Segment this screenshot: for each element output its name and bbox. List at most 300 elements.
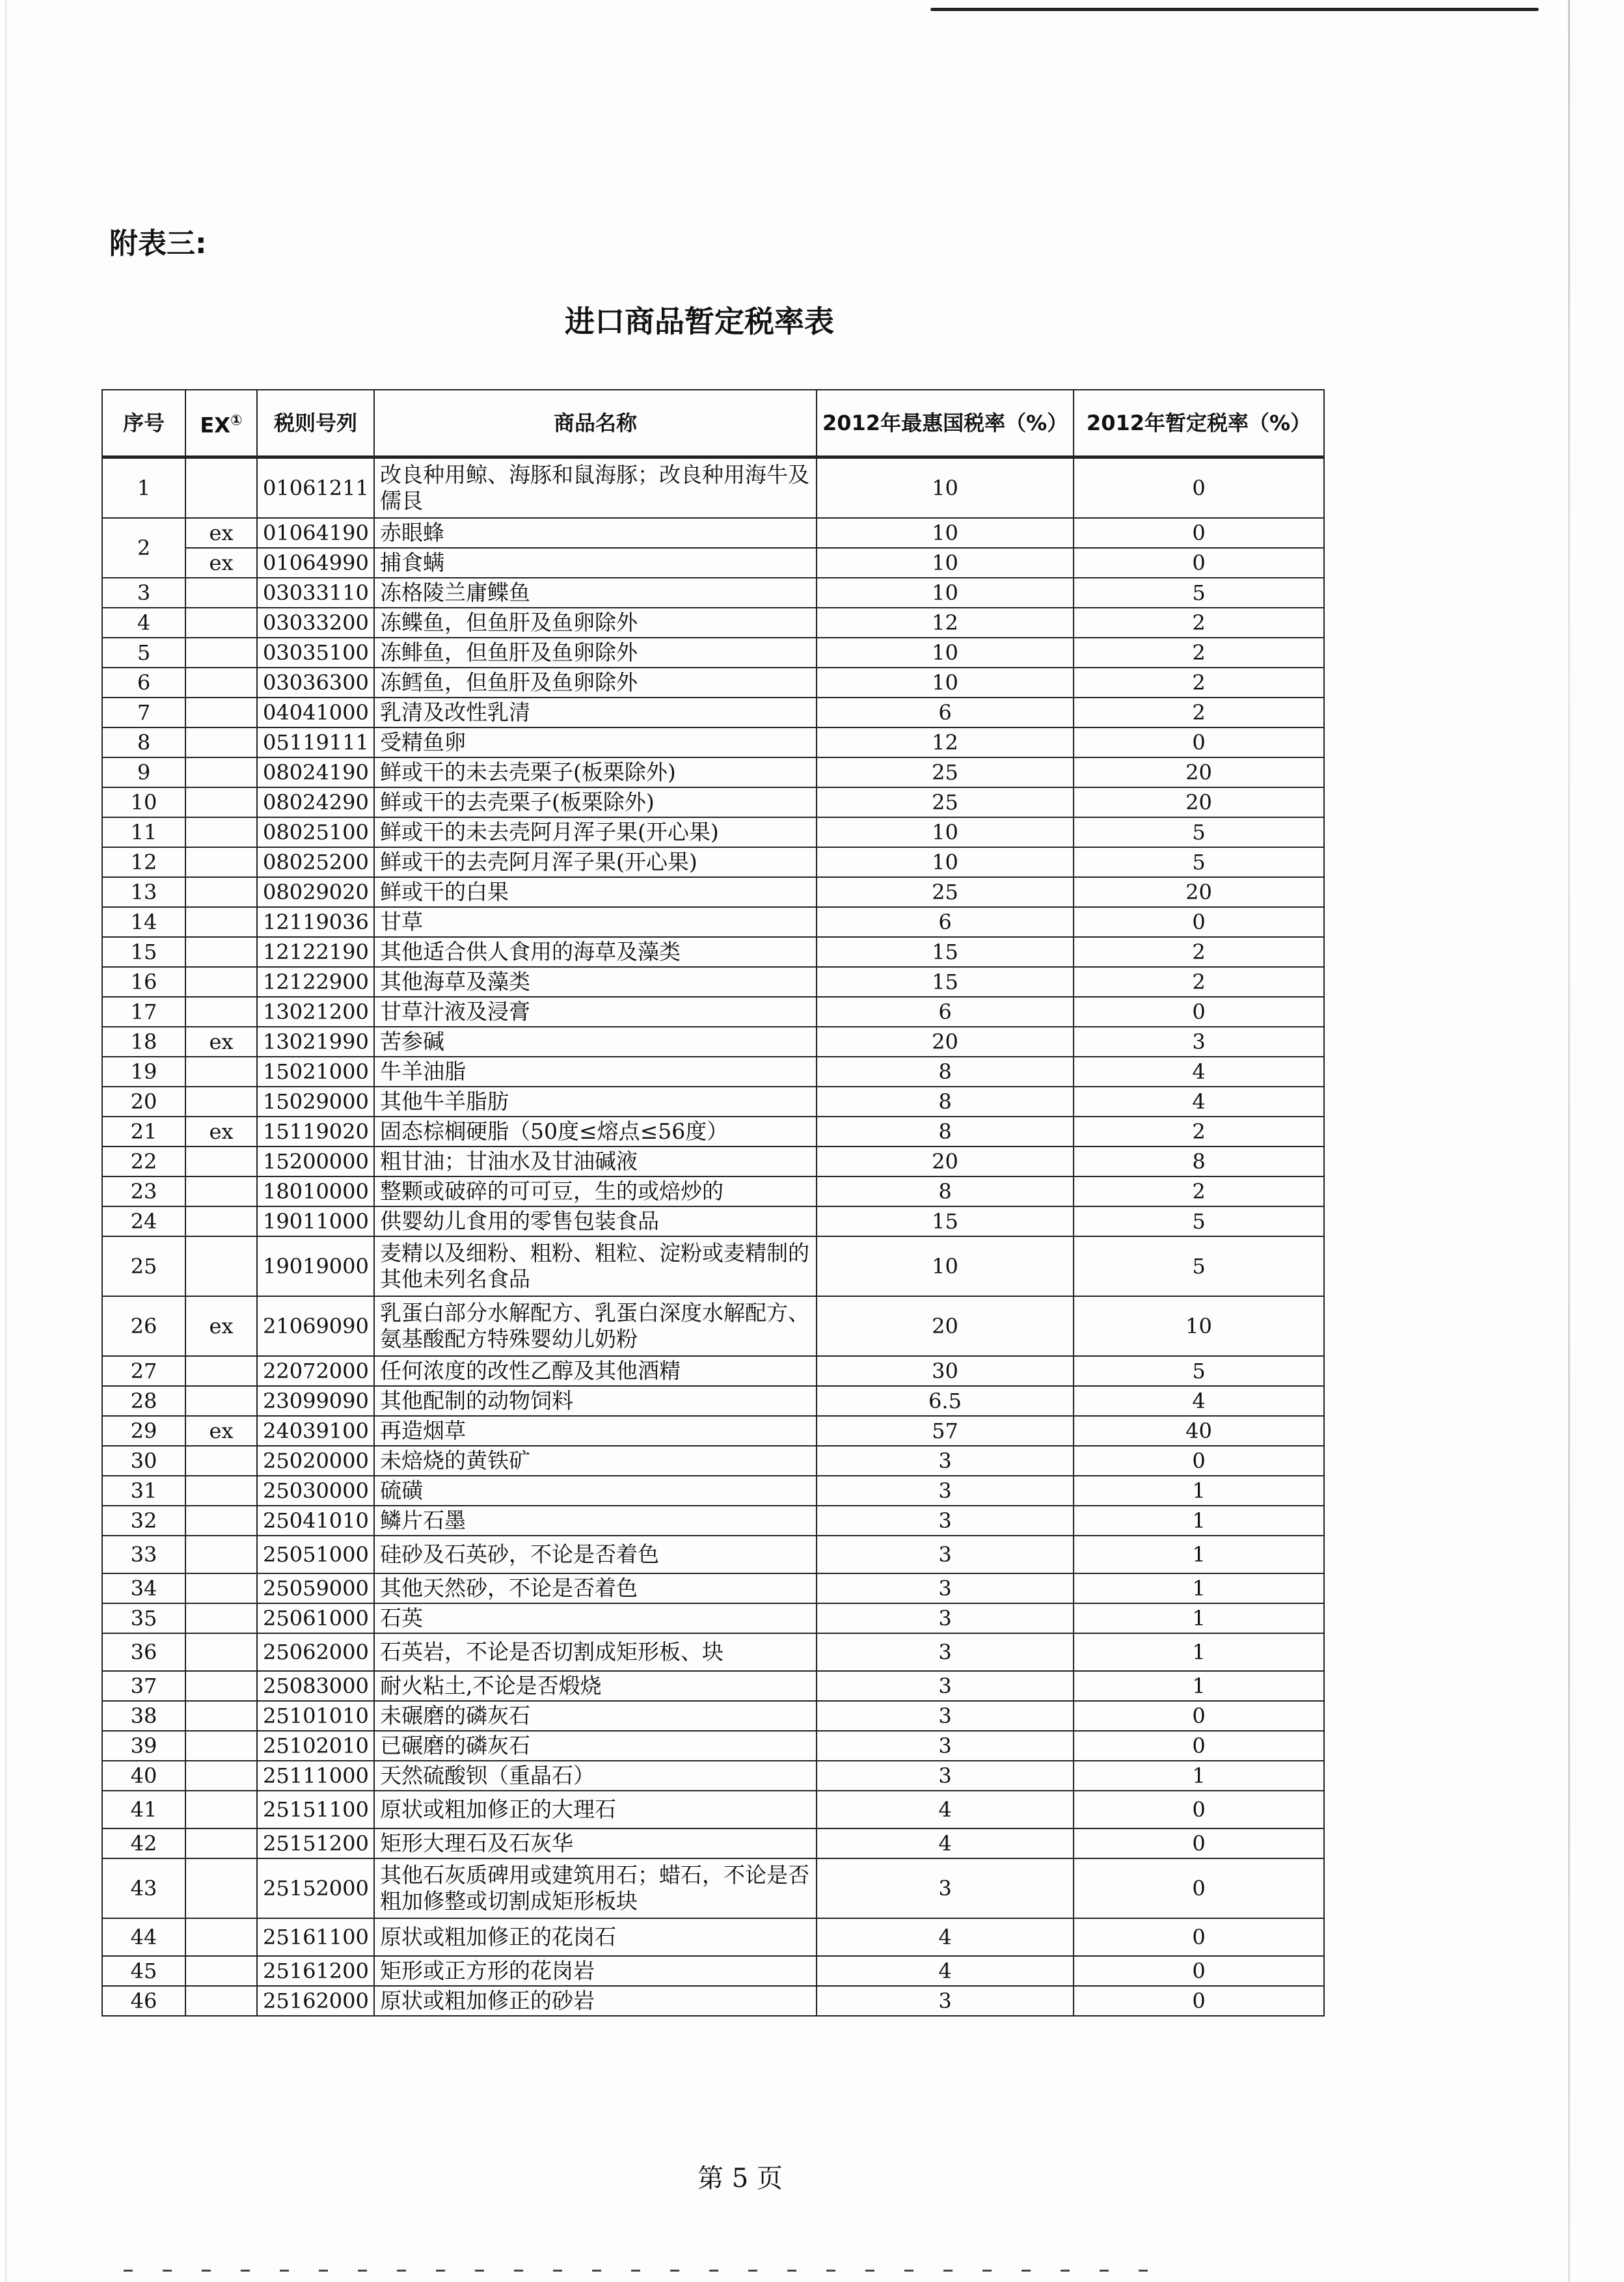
table-row	[102, 817, 1324, 847]
table-header-row	[102, 390, 1324, 457]
cell-code: 01064190	[257, 518, 374, 548]
cell-seq: 11	[102, 817, 185, 847]
cell-name: 甘草	[374, 907, 817, 937]
cell-mfn-rate: 4	[817, 1828, 1074, 1858]
cell-seq: 15	[102, 937, 185, 967]
cell-provisional-rate: 1	[1074, 1506, 1324, 1536]
table-row	[102, 1087, 1324, 1117]
cell-mfn-rate: 25	[817, 757, 1074, 787]
cell-mfn-rate: 20	[817, 1147, 1074, 1176]
cell-mfn-rate: 8	[817, 1057, 1074, 1087]
cell-provisional-rate: 20	[1074, 787, 1324, 817]
cell-provisional-rate: 0	[1074, 1446, 1324, 1476]
cell-ex	[185, 1858, 257, 1918]
cell-code: 25151100	[257, 1791, 374, 1828]
cell-code: 25051000	[257, 1536, 374, 1573]
cell-seq: 10	[102, 787, 185, 817]
cell-ex	[185, 668, 257, 698]
cell-provisional-rate: 2	[1074, 698, 1324, 727]
cell-mfn-rate: 4	[817, 1918, 1074, 1956]
table-row	[102, 1573, 1324, 1603]
table-row	[102, 1731, 1324, 1761]
cell-name: 已碾磨的磷灰石	[374, 1731, 817, 1761]
table-row	[102, 997, 1324, 1027]
page-title: 进口商品暂定税率表	[565, 304, 834, 339]
cell-code: 25162000	[257, 1986, 374, 2016]
cell-mfn-rate: 4	[817, 1791, 1074, 1828]
cell-provisional-rate: 0	[1074, 1791, 1324, 1828]
cell-seq: 22	[102, 1147, 185, 1176]
cell-provisional-rate: 0	[1074, 548, 1324, 578]
cell-mfn-rate: 30	[817, 1356, 1074, 1386]
table-row	[102, 877, 1324, 907]
cell-provisional-rate: 2	[1074, 638, 1324, 668]
cell-ex	[185, 1633, 257, 1671]
cell-ex	[185, 1986, 257, 2016]
cell-seq: 4	[102, 608, 185, 638]
cell-name: 捕食螨	[374, 548, 817, 578]
cell-name: 鲜或干的未去壳栗子(板栗除外)	[374, 757, 817, 787]
cell-provisional-rate: 0	[1074, 1956, 1324, 1986]
table-row	[102, 457, 1324, 519]
cell-seq: 41	[102, 1791, 185, 1828]
cell-seq: 29	[102, 1416, 185, 1446]
table-row	[102, 578, 1324, 608]
cell-provisional-rate: 4	[1074, 1057, 1324, 1087]
cell-seq: 26	[102, 1296, 185, 1356]
cell-provisional-rate: 40	[1074, 1416, 1324, 1446]
cell-seq: 12	[102, 847, 185, 877]
table-row	[102, 1236, 1324, 1296]
cell-name: 冻鳕鱼，但鱼肝及鱼卵除外	[374, 668, 817, 698]
cell-mfn-rate: 57	[817, 1416, 1074, 1446]
cell-mfn-rate: 3	[817, 1761, 1074, 1791]
cell-seq: 7	[102, 698, 185, 727]
cell-ex: ex	[185, 1117, 257, 1147]
cell-mfn-rate: 3	[817, 1446, 1074, 1476]
cell-code: 18010000	[257, 1176, 374, 1206]
cell-ex	[185, 1701, 257, 1731]
cell-ex	[185, 1506, 257, 1536]
cell-name: 供婴幼儿食用的零售包装食品	[374, 1206, 817, 1236]
cell-seq: 25	[102, 1236, 185, 1296]
cell-seq: 3	[102, 578, 185, 608]
cell-ex	[185, 967, 257, 997]
cell-ex	[185, 1828, 257, 1858]
cell-mfn-rate: 25	[817, 787, 1074, 817]
table-row	[102, 1603, 1324, 1633]
cell-name: 麦精以及细粉、粗粉、粗粒、淀粉或麦精制的其他未列名食品	[374, 1236, 817, 1296]
table-row	[102, 1761, 1324, 1791]
table-row	[102, 1506, 1324, 1536]
cell-seq: 43	[102, 1858, 185, 1918]
scan-edge-left	[5, 0, 7, 2282]
cell-seq: 6	[102, 668, 185, 698]
cell-seq: 9	[102, 757, 185, 787]
cell-name: 鲜或干的去壳栗子(板栗除外)	[374, 787, 817, 817]
cell-ex	[185, 757, 257, 787]
header-ex-label: EX	[200, 413, 230, 438]
cell-seq: 20	[102, 1087, 185, 1117]
cell-provisional-rate: 0	[1074, 907, 1324, 937]
cell-provisional-rate: 2	[1074, 668, 1324, 698]
cell-provisional-rate: 1	[1074, 1603, 1324, 1633]
cell-name: 硫磺	[374, 1476, 817, 1506]
cell-mfn-rate: 3	[817, 1858, 1074, 1918]
cell-name: 天然硫酸钡（重晶石）	[374, 1761, 817, 1791]
cell-ex	[185, 907, 257, 937]
appendix-label: 附表三:	[109, 227, 207, 260]
cell-name: 石英	[374, 1603, 817, 1633]
cell-code: 23099090	[257, 1386, 374, 1416]
cell-name: 受精鱼卵	[374, 727, 817, 757]
cell-ex	[185, 1918, 257, 1956]
table-row	[102, 1117, 1324, 1147]
cell-ex	[185, 1761, 257, 1791]
cell-code: 12119036	[257, 907, 374, 937]
cell-name: 改良种用鲸、海豚和鼠海豚；改良种用海牛及儒艮	[374, 457, 817, 519]
cell-mfn-rate: 15	[817, 1206, 1074, 1236]
cell-name: 未碾磨的磷灰石	[374, 1701, 817, 1731]
cell-provisional-rate: 1	[1074, 1761, 1324, 1791]
table-row	[102, 608, 1324, 638]
cell-code: 01064990	[257, 548, 374, 578]
cell-provisional-rate: 20	[1074, 757, 1324, 787]
cell-provisional-rate: 2	[1074, 1176, 1324, 1206]
cell-provisional-rate: 2	[1074, 608, 1324, 638]
cell-mfn-rate: 10	[817, 638, 1074, 668]
cell-code: 19011000	[257, 1206, 374, 1236]
cell-mfn-rate: 3	[817, 1986, 1074, 2016]
table-row	[102, 1956, 1324, 1986]
cell-ex	[185, 608, 257, 638]
cell-mfn-rate: 12	[817, 608, 1074, 638]
cell-mfn-rate: 3	[817, 1731, 1074, 1761]
table-row	[102, 727, 1324, 757]
cell-mfn-rate: 15	[817, 967, 1074, 997]
cell-name: 苦参碱	[374, 1027, 817, 1057]
table-row	[102, 1791, 1324, 1828]
cell-seq: 28	[102, 1386, 185, 1416]
cell-seq: 27	[102, 1356, 185, 1386]
cell-name: 鳞片石墨	[374, 1506, 817, 1536]
cell-ex	[185, 1731, 257, 1761]
header-ex-footnote: ①	[230, 412, 243, 429]
cell-seq: 37	[102, 1671, 185, 1701]
cell-seq: 35	[102, 1603, 185, 1633]
cell-name: 乳清及改性乳清	[374, 698, 817, 727]
cell-name: 未焙烧的黄铁矿	[374, 1446, 817, 1476]
cell-name: 其他石灰质碑用或建筑用石；蜡石，不论是否粗加修整或切割成矩形板块	[374, 1858, 817, 1918]
cell-seq: 44	[102, 1918, 185, 1956]
table-row	[102, 1476, 1324, 1506]
cell-provisional-rate: 0	[1074, 997, 1324, 1027]
cell-provisional-rate: 1	[1074, 1573, 1324, 1603]
cell-ex	[185, 638, 257, 668]
cell-code: 21069090	[257, 1296, 374, 1356]
cell-seq: 13	[102, 877, 185, 907]
cell-mfn-rate: 3	[817, 1701, 1074, 1731]
cell-provisional-rate: 1	[1074, 1536, 1324, 1573]
cell-provisional-rate: 5	[1074, 1206, 1324, 1236]
cell-seq: 16	[102, 967, 185, 997]
cell-provisional-rate: 4	[1074, 1386, 1324, 1416]
cell-code: 05119111	[257, 727, 374, 757]
cell-mfn-rate: 8	[817, 1176, 1074, 1206]
cell-ex	[185, 1356, 257, 1386]
cell-seq: 34	[102, 1573, 185, 1603]
cell-name: 原状或粗加修正的花岗石	[374, 1918, 817, 1956]
cell-ex	[185, 727, 257, 757]
cell-code: 25152000	[257, 1858, 374, 1918]
cell-ex	[185, 457, 257, 519]
cell-name: 赤眼蜂	[374, 518, 817, 548]
cell-provisional-rate: 0	[1074, 518, 1324, 548]
cell-ex	[185, 787, 257, 817]
cell-code: 25102010	[257, 1731, 374, 1761]
cell-code: 25111000	[257, 1761, 374, 1791]
header-mfn-rate: 2012年最惠国税率（%）	[817, 390, 1074, 457]
cell-ex: ex	[185, 1416, 257, 1446]
cell-name: 再造烟草	[374, 1416, 817, 1446]
cell-seq: 18	[102, 1027, 185, 1057]
header-code: 税则号列	[257, 390, 374, 457]
cell-seq: 21	[102, 1117, 185, 1147]
cell-provisional-rate: 1	[1074, 1476, 1324, 1506]
cell-name: 鲜或干的未去壳阿月浑子果(开心果)	[374, 817, 817, 847]
cell-code: 25161100	[257, 1918, 374, 1956]
cell-code: 25030000	[257, 1476, 374, 1506]
cell-provisional-rate: 10	[1074, 1296, 1324, 1356]
cell-mfn-rate: 8	[817, 1087, 1074, 1117]
cell-mfn-rate: 10	[817, 548, 1074, 578]
cell-mfn-rate: 10	[817, 847, 1074, 877]
table-row	[102, 1446, 1324, 1476]
cell-seq: 8	[102, 727, 185, 757]
table-row	[102, 1386, 1324, 1416]
cell-code: 25062000	[257, 1633, 374, 1671]
cell-ex	[185, 877, 257, 907]
table-row	[102, 1918, 1324, 1956]
cell-seq: 42	[102, 1828, 185, 1858]
cell-name: 石英岩，不论是否切割成矩形板、块	[374, 1633, 817, 1671]
cell-ex	[185, 1147, 257, 1176]
cell-provisional-rate: 3	[1074, 1027, 1324, 1057]
cell-name: 耐火粘土,不论是否煅烧	[374, 1671, 817, 1701]
cell-ex	[185, 1603, 257, 1633]
cell-code: 08025200	[257, 847, 374, 877]
cell-code: 01061211	[257, 457, 374, 519]
table-row	[102, 937, 1324, 967]
cell-mfn-rate: 15	[817, 937, 1074, 967]
cell-seq: 31	[102, 1476, 185, 1506]
cell-provisional-rate: 20	[1074, 877, 1324, 907]
header-name: 商品名称	[374, 390, 817, 457]
cell-ex	[185, 1536, 257, 1573]
cell-ex	[185, 847, 257, 877]
cell-mfn-rate: 10	[817, 1236, 1074, 1296]
cell-mfn-rate: 6	[817, 907, 1074, 937]
cell-provisional-rate: 2	[1074, 937, 1324, 967]
cell-ex: ex	[185, 518, 257, 548]
cell-name: 其他牛羊脂肪	[374, 1087, 817, 1117]
cell-name: 固态棕榈硬脂（50度≤熔点≤56度）	[374, 1117, 817, 1147]
table-row	[102, 1296, 1324, 1356]
cell-ex	[185, 578, 257, 608]
cell-mfn-rate: 3	[817, 1476, 1074, 1506]
cell-provisional-rate: 5	[1074, 578, 1324, 608]
table-row	[102, 907, 1324, 937]
cell-name: 冻鲱鱼，但鱼肝及鱼卵除外	[374, 638, 817, 668]
cell-provisional-rate: 2	[1074, 1117, 1324, 1147]
cell-code: 13021990	[257, 1027, 374, 1057]
cell-seq: 46	[102, 1986, 185, 2016]
cell-ex: ex	[185, 1296, 257, 1356]
cell-provisional-rate: 0	[1074, 1828, 1324, 1858]
cell-ex	[185, 1671, 257, 1701]
cell-seq: 17	[102, 997, 185, 1027]
cell-seq: 5	[102, 638, 185, 668]
cell-name: 其他海草及藻类	[374, 967, 817, 997]
table-row	[102, 1701, 1324, 1731]
cell-code: 15200000	[257, 1147, 374, 1176]
cell-name: 矩形大理石及石灰华	[374, 1828, 817, 1858]
cell-provisional-rate: 0	[1074, 1701, 1324, 1731]
cell-mfn-rate: 10	[817, 668, 1074, 698]
table-row	[102, 548, 1324, 578]
cell-ex	[185, 1386, 257, 1416]
cell-code: 15119020	[257, 1117, 374, 1147]
cell-seq: 39	[102, 1731, 185, 1761]
table-row	[102, 847, 1324, 877]
cell-mfn-rate: 3	[817, 1671, 1074, 1701]
cell-code: 19019000	[257, 1236, 374, 1296]
cell-mfn-rate: 6	[817, 698, 1074, 727]
table-row	[102, 518, 1324, 548]
cell-ex	[185, 997, 257, 1027]
cell-name: 其他配制的动物饲料	[374, 1386, 817, 1416]
table-row	[102, 967, 1324, 997]
cell-ex	[185, 937, 257, 967]
cell-ex	[185, 1476, 257, 1506]
table-row	[102, 1986, 1324, 2016]
cell-name: 冻鲽鱼，但鱼肝及鱼卵除外	[374, 608, 817, 638]
cell-provisional-rate: 0	[1074, 1918, 1324, 1956]
header-ex	[185, 390, 257, 457]
cell-name: 鲜或干的去壳阿月浑子果(开心果)	[374, 847, 817, 877]
cell-seq: 19	[102, 1057, 185, 1087]
cell-provisional-rate: 5	[1074, 1356, 1324, 1386]
cell-provisional-rate: 4	[1074, 1087, 1324, 1117]
table-row	[102, 1671, 1324, 1701]
cell-mfn-rate: 4	[817, 1956, 1074, 1986]
cell-code: 12122900	[257, 967, 374, 997]
cell-seq: 38	[102, 1701, 185, 1731]
cell-seq: 45	[102, 1956, 185, 1986]
cell-provisional-rate: 1	[1074, 1633, 1324, 1671]
cell-ex	[185, 1236, 257, 1296]
cell-ex	[185, 1206, 257, 1236]
cell-ex	[185, 1446, 257, 1476]
cell-seq: 40	[102, 1761, 185, 1791]
cell-code: 25059000	[257, 1573, 374, 1603]
cell-ex	[185, 1057, 257, 1087]
cell-provisional-rate: 0	[1074, 1858, 1324, 1918]
cell-ex: ex	[185, 1027, 257, 1057]
scan-artifact-bottom	[124, 2270, 1165, 2272]
cell-mfn-rate: 10	[817, 457, 1074, 519]
cell-mfn-rate: 20	[817, 1296, 1074, 1356]
cell-code: 25041010	[257, 1506, 374, 1536]
cell-mfn-rate: 20	[817, 1027, 1074, 1057]
cell-name: 矩形或正方形的花岗岩	[374, 1956, 817, 1986]
cell-mfn-rate: 6.5	[817, 1386, 1074, 1416]
cell-mfn-rate: 3	[817, 1573, 1074, 1603]
cell-code: 25161200	[257, 1956, 374, 1986]
cell-name: 硅砂及石英砂，不论是否着色	[374, 1536, 817, 1573]
cell-code: 08024290	[257, 787, 374, 817]
table-row	[102, 1057, 1324, 1087]
table-row	[102, 668, 1324, 698]
cell-name: 其他适合供人食用的海草及藻类	[374, 937, 817, 967]
cell-code: 25151200	[257, 1828, 374, 1858]
cell-name: 鲜或干的白果	[374, 877, 817, 907]
cell-name: 甘草汁液及浸膏	[374, 997, 817, 1027]
cell-code: 08024190	[257, 757, 374, 787]
table-row	[102, 1176, 1324, 1206]
cell-provisional-rate: 0	[1074, 1731, 1324, 1761]
cell-code: 13021200	[257, 997, 374, 1027]
table-row	[102, 698, 1324, 727]
cell-code: 12122190	[257, 937, 374, 967]
cell-code: 03033200	[257, 608, 374, 638]
cell-mfn-rate: 3	[817, 1633, 1074, 1671]
table-row	[102, 787, 1324, 817]
tariff-table	[102, 389, 1325, 2017]
cell-code: 03033110	[257, 578, 374, 608]
cell-ex	[185, 1176, 257, 1206]
cell-mfn-rate: 10	[817, 578, 1074, 608]
table-row	[102, 1027, 1324, 1057]
cell-seq: 36	[102, 1633, 185, 1671]
cell-mfn-rate: 25	[817, 877, 1074, 907]
cell-provisional-rate: 5	[1074, 1236, 1324, 1296]
table-row	[102, 1536, 1324, 1573]
header-provisional-rate: 2012年暂定税率（%）	[1074, 390, 1324, 457]
cell-code: 15021000	[257, 1057, 374, 1087]
cell-ex	[185, 1956, 257, 1986]
cell-mfn-rate: 10	[817, 518, 1074, 548]
cell-provisional-rate: 0	[1074, 1986, 1324, 2016]
cell-ex	[185, 1573, 257, 1603]
cell-mfn-rate: 3	[817, 1506, 1074, 1536]
cell-code: 25083000	[257, 1671, 374, 1701]
cell-mfn-rate: 6	[817, 997, 1074, 1027]
cell-code: 15029000	[257, 1087, 374, 1117]
table-body	[102, 457, 1324, 2017]
cell-ex	[185, 817, 257, 847]
table-row	[102, 638, 1324, 668]
cell-code: 25020000	[257, 1446, 374, 1476]
cell-ex	[185, 698, 257, 727]
page-number: 第 5 页	[697, 2164, 783, 2194]
cell-code: 08029020	[257, 877, 374, 907]
cell-mfn-rate: 8	[817, 1117, 1074, 1147]
cell-mfn-rate: 3	[817, 1603, 1074, 1633]
cell-provisional-rate: 0	[1074, 457, 1324, 519]
scan-artifact-line	[930, 8, 1539, 11]
table-row	[102, 757, 1324, 787]
